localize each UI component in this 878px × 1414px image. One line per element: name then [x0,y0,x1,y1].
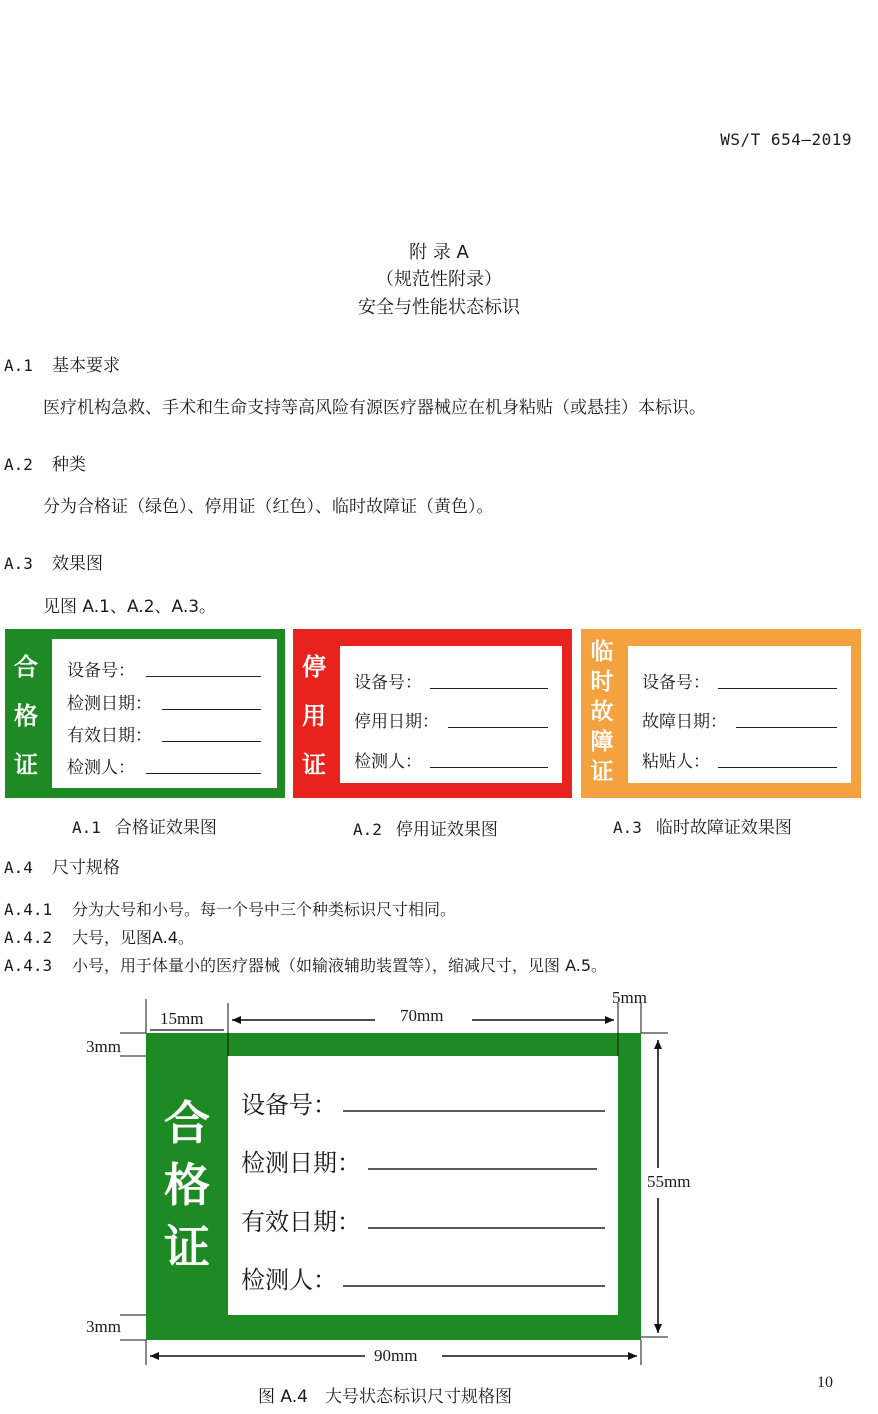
side-char: 时 [590,669,614,695]
dim-label-total-width: 90mm [374,1346,418,1365]
side-char: 证 [164,1220,210,1274]
fill-line [718,688,837,689]
side-char: 合 [14,653,38,681]
card-side-label [293,643,335,790]
dim-label-height: 55mm [647,1172,691,1191]
dim-label-left-band: 15mm [160,1009,204,1028]
side-char: 合 [164,1096,210,1150]
section-a42 [4,925,194,948]
dim-label-bottom-margin: 3mm [86,1317,121,1336]
spec-field-label: 有效日期： [241,1208,361,1236]
temporary-fault-certificate-card [581,629,861,798]
section-a43 [4,953,607,976]
fill-line [736,727,837,728]
caption-number: A.1 [72,818,101,837]
page-number: 10 [817,1374,833,1391]
dim-label-inner-width: 70mm [400,1006,444,1025]
section-a41 [4,897,456,920]
field-label: 粘贴人： [642,752,710,772]
spec-field-label: 检测人： [241,1266,337,1294]
section-a3-heading [4,549,103,574]
dim-label-top-margin: 3mm [86,1037,121,1056]
section-a2-heading [4,450,86,475]
field-label: 设备号： [67,661,135,681]
section-a43-text: 小号，用于体量小的医疗器械（如输液辅助装置等），缩减尺寸，见图 A.5。 [72,956,608,975]
section-a4-number: A.4 [4,858,33,877]
suspended-certificate-card [293,629,572,798]
appendix-nature: （规范性附录） [376,269,502,290]
figure-a3-caption [613,813,792,838]
field-label: 检测日期： [67,694,152,714]
dim-label-right-margin: 5mm [612,988,647,1007]
side-char: 故 [590,699,614,725]
section-a1-title: 基本要求 [52,356,120,376]
field-label: 停用日期： [354,712,439,732]
side-char: 障 [590,729,614,755]
figure-a2-caption [353,815,498,840]
card-field-panel [628,646,851,783]
spec-field-label: 设备号： [241,1091,337,1119]
section-a2-text: 分为合格证（绿色）、停用证（红色）、临时故障证（黄色）。 [43,497,494,517]
side-char: 证 [302,751,326,779]
section-a43-number: A.4.3 [4,956,53,975]
spec-field-label: 检测日期： [241,1149,361,1177]
caption-text: 临时故障证效果图 [655,818,792,838]
field-label: 检测人： [67,758,135,778]
fill-line [162,709,261,710]
side-char: 停 [302,653,326,681]
section-a4-heading [4,853,120,878]
side-char: 用 [302,702,326,730]
section-a3-title: 效果图 [52,554,103,574]
standard-code: WS/T 654—2019 [720,130,852,149]
fill-line [162,741,261,742]
card-side-label [5,643,47,790]
figure-a4-caption: 图 A.4 大号状态标识尺寸规格图 [258,1387,512,1407]
fill-line [430,767,548,768]
field-label: 有效日期： [67,726,152,746]
qualified-certificate-card [5,629,285,798]
section-a42-text: 大号，见图A.4。 [72,928,194,947]
side-char: 格 [14,702,38,730]
field-label: 设备号： [642,673,710,693]
appendix-title: 附 录 A [409,242,469,263]
section-a41-text: 分为大号和小号。每一个号中三个种类标识尺寸相同。 [72,900,457,919]
large-label-spec-figure [0,985,878,1380]
caption-number: A.3 [613,818,642,837]
fill-line [430,688,548,689]
caption-text: 停用证效果图 [395,820,498,840]
side-char: 证 [14,751,38,779]
appendix-subject: 安全与性能状态标识 [358,297,520,318]
section-a1-text: 医疗机构急救、手术和生命支持等高风险有源医疗器械应在机身粘贴（或悬挂）本标识。 [43,398,706,418]
section-a1-heading [4,351,120,376]
section-a41-number: A.4.1 [4,900,53,919]
fill-line [448,727,548,728]
section-a4-title: 尺寸规格 [52,858,120,878]
section-a1-number: A.1 [4,356,33,375]
side-char: 格 [164,1158,210,1212]
fill-line [718,767,837,768]
fill-line [146,676,261,677]
side-char: 证 [590,759,614,785]
section-a42-number: A.4.2 [4,928,53,947]
section-a3-text: 见图 A.1、A.2、A.3。 [43,597,217,617]
section-a3-number: A.3 [4,554,33,573]
figure-a1-caption [72,813,217,838]
section-a2-title: 种类 [52,455,86,475]
fill-line [146,773,261,774]
side-char: 临 [590,639,614,665]
caption-text: 合格证效果图 [114,818,217,838]
caption-number: A.2 [353,820,382,839]
field-label: 设备号： [354,673,422,693]
section-a2-number: A.2 [4,455,33,474]
card-field-panel [52,639,277,788]
field-label: 故障日期： [642,712,727,732]
card-field-panel [340,646,562,783]
card-side-label [581,637,623,787]
spec-side-label [146,1092,228,1278]
field-label: 检测人： [354,752,422,772]
